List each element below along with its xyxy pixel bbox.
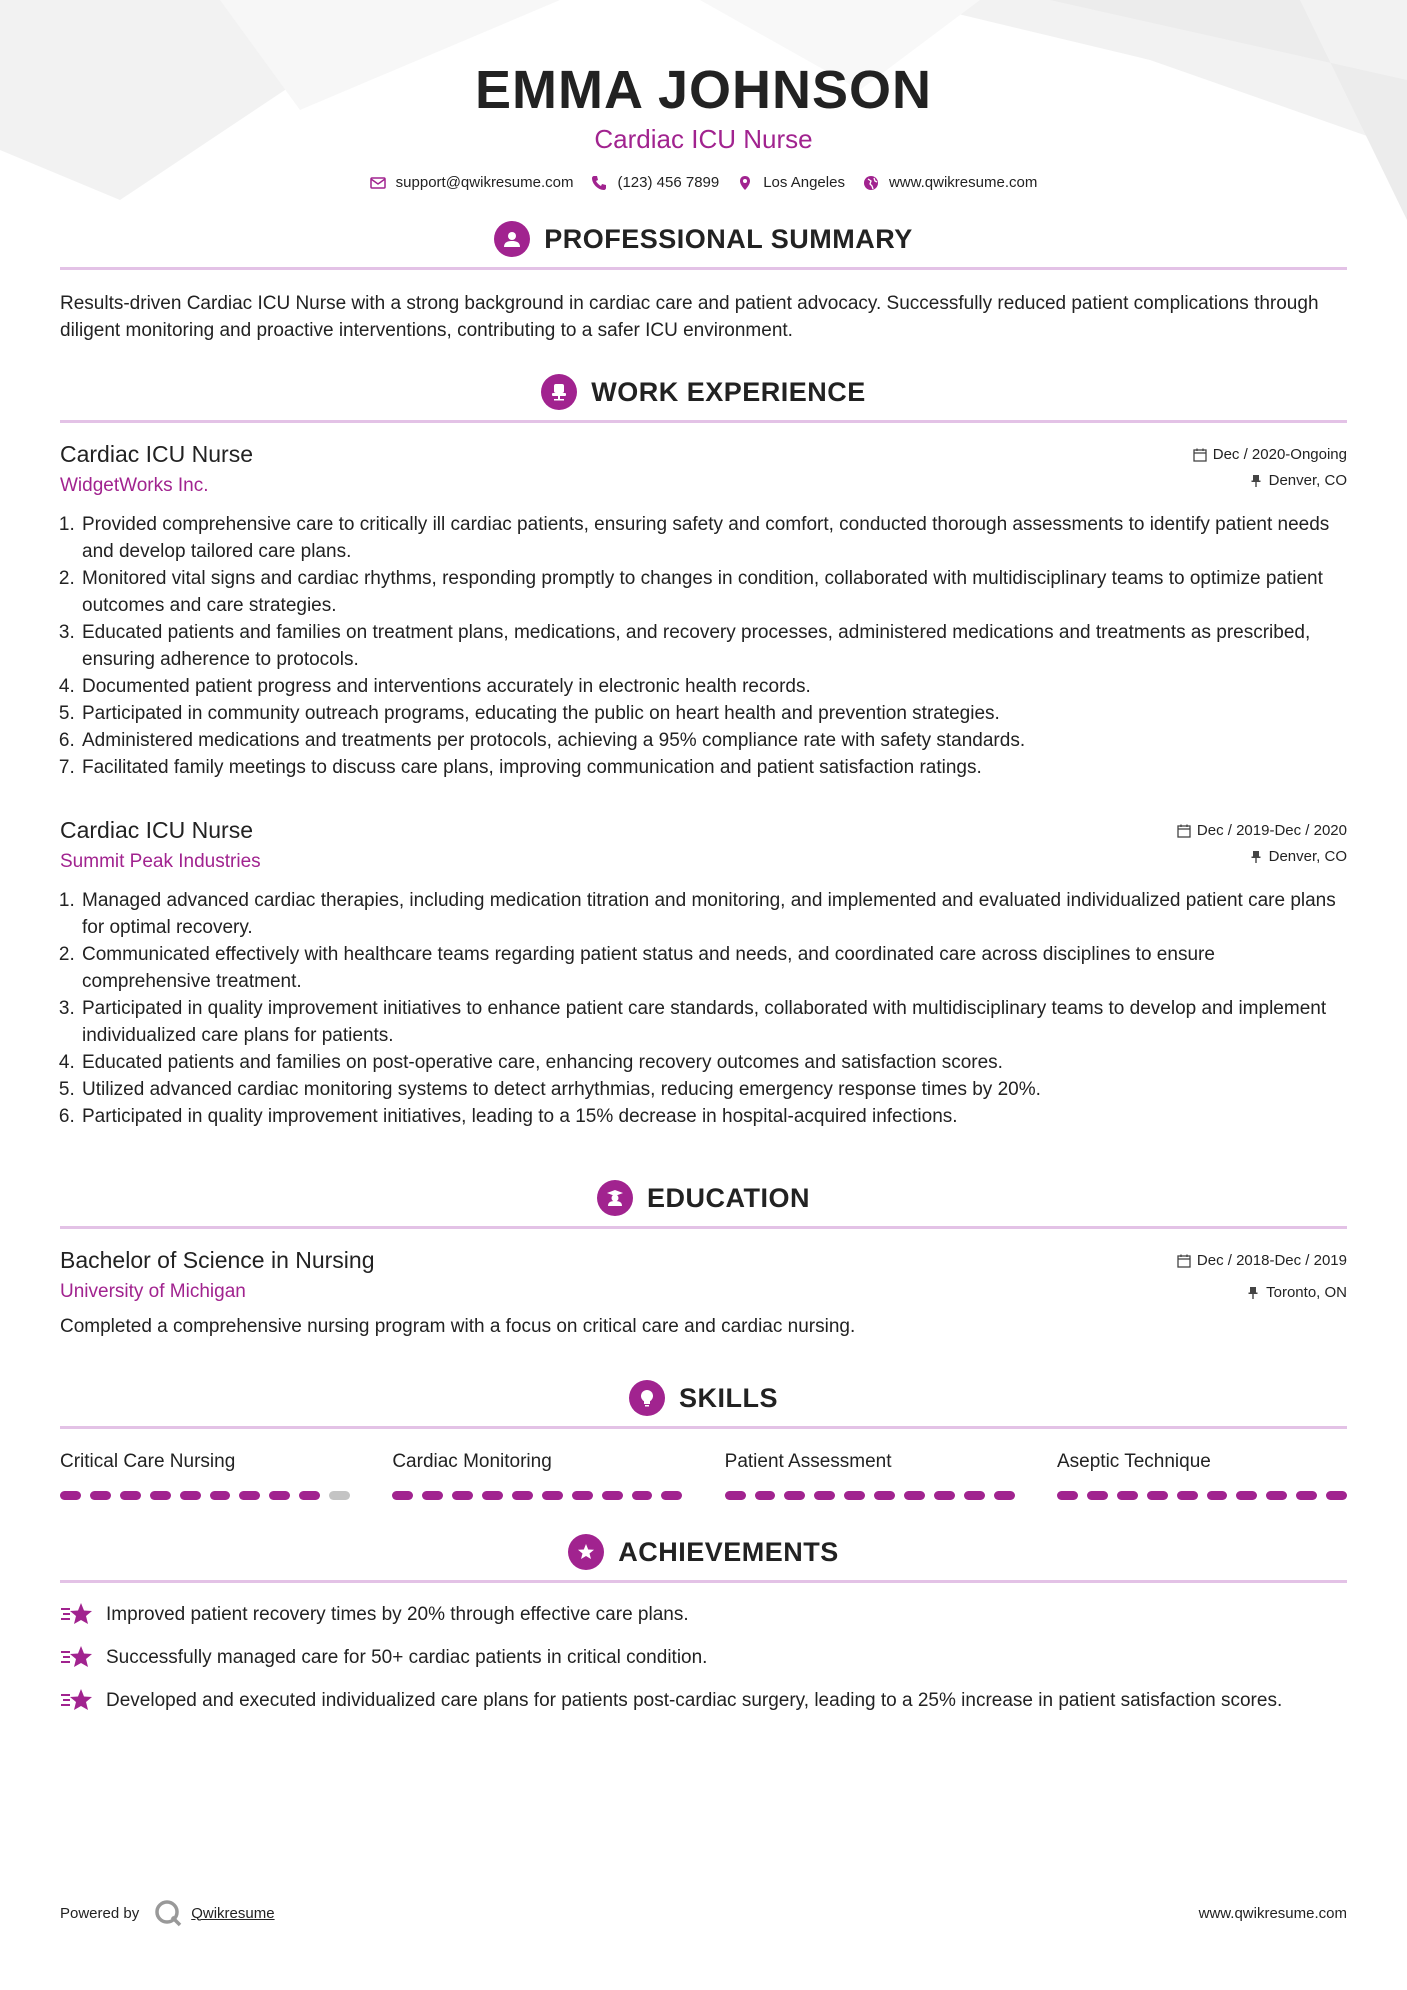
- list-item: 6. Participated in quality improvement initiatives, leading to a 15% decrease in hospital-acquired infections.: [80, 1103, 1347, 1130]
- summary-text: Results-driven Cardiac ICU Nurse with a strong background in cardiac care and patient advocacy. Successfully reduced patient complications through diligent monitoring and proactive interventions, contributing to a safer ICU environment.: [60, 293, 1319, 341]
- rating-dot-filled: [602, 1491, 623, 1500]
- calendar-icon: [1193, 448, 1207, 462]
- skill-item: [725, 1449, 1015, 1500]
- calendar-icon: [1177, 1254, 1191, 1268]
- section-title: SKILLS: [678, 1382, 778, 1413]
- rating-dot-filled: [814, 1491, 835, 1500]
- education-location: Toronto, ON: [1177, 1283, 1347, 1303]
- rating-dot-filled: [1177, 1491, 1198, 1500]
- job-entry: [60, 439, 1347, 781]
- education-date: Dec / 2018-Dec / 2019: [1177, 1251, 1347, 1271]
- skill-item: [392, 1449, 682, 1500]
- pushpin-icon: [1246, 1286, 1260, 1300]
- rating-dot-filled: [120, 1491, 141, 1500]
- rating-dot-filled: [60, 1491, 81, 1500]
- rating-dot-filled: [1147, 1491, 1168, 1500]
- list-item: 6. Administered medications and treatments per protocols, achieving a 95% compliance rate with safety standards.: [80, 727, 1347, 754]
- email-text: support@qwikresume.com: [395, 174, 574, 191]
- brand-name[interactable]: Qwikresume: [191, 1904, 275, 1922]
- contact-location: [737, 174, 845, 191]
- star-badge-icon: [568, 1534, 604, 1570]
- skill-item: [1057, 1449, 1347, 1500]
- job-company: WidgetWorks Inc.: [60, 475, 209, 496]
- rating-dot-filled: [632, 1491, 653, 1500]
- map-pin-icon: [737, 175, 753, 191]
- lightbulb-icon: [629, 1380, 665, 1416]
- rating-dot-filled: [934, 1491, 955, 1500]
- achievement-text: Improved patient recovery times by 20% through effective care plans.: [106, 1604, 689, 1625]
- job-entry: [60, 815, 1347, 1130]
- brand-link[interactable]: [153, 1898, 274, 1928]
- rating-dot-filled: [269, 1491, 290, 1500]
- summary-heading: [60, 221, 1347, 270]
- school-name: University of Michigan: [60, 1281, 246, 1302]
- rating-dot-filled: [1087, 1491, 1108, 1500]
- rating-dot-filled: [784, 1491, 805, 1500]
- rating-dot-filled: [90, 1491, 111, 1500]
- skills-heading: [60, 1380, 1347, 1429]
- graduate-icon: [597, 1180, 633, 1216]
- list-item: 2. Communicated effectively with healthcare teams regarding patient status and needs, and coordinated care across disciplines to ensure comprehensive treatment.: [80, 941, 1347, 995]
- candidate-title: Cardiac ICU Nurse: [594, 124, 813, 154]
- rating-dot-filled: [422, 1491, 443, 1500]
- achievement-text: Successfully managed care for 50+ cardiac patients in critical condition.: [106, 1647, 708, 1668]
- education-section: [60, 1180, 1347, 1340]
- job-bullets: [60, 887, 1347, 1130]
- rating-dot-filled: [239, 1491, 260, 1500]
- envelope-icon: [370, 175, 386, 191]
- rating-dot-filled: [150, 1491, 171, 1500]
- globe-icon: [863, 175, 879, 191]
- rating-dot-filled: [542, 1491, 563, 1500]
- job-location: Denver, CO: [1193, 471, 1347, 491]
- rating-dot-filled: [572, 1491, 593, 1500]
- rating-dot-filled: [210, 1491, 231, 1500]
- rating-dot-filled: [1326, 1491, 1347, 1500]
- rating-dot-filled: [452, 1491, 473, 1500]
- section-title: WORK EXPERIENCE: [591, 376, 866, 407]
- rating-dot-filled: [1236, 1491, 1257, 1500]
- rating-dot-filled: [1117, 1491, 1138, 1500]
- achievements-heading: [60, 1534, 1347, 1583]
- website-text: www.qwikresume.com: [888, 174, 1038, 191]
- job-title: Cardiac ICU Nurse: [60, 817, 253, 843]
- skill-rating: [392, 1491, 682, 1500]
- list-item: 3. Participated in quality improvement initiatives to enhance patient care standards, collaborated with multidisciplinary teams to develop and implement individualized care plans for patients.: [80, 995, 1347, 1049]
- contact-phone[interactable]: [591, 174, 719, 191]
- rating-dot-filled: [725, 1491, 746, 1500]
- job-company: Summit Peak Industries: [60, 851, 261, 872]
- contact-bar: [60, 174, 1347, 191]
- candidate-name: EMMA JOHNSON: [474, 60, 933, 120]
- list-item: 5. Participated in community outreach programs, educating the public on heart health and prevention strategies.: [80, 700, 1347, 727]
- list-item: 4. Educated patients and families on post-operative care, enhancing recovery outcomes and satisfaction scores.: [80, 1049, 1347, 1076]
- experience-section: [60, 374, 1347, 1130]
- education-heading: [60, 1180, 1347, 1229]
- job-date: Dec / 2020-Ongoing: [1193, 445, 1347, 465]
- achievement-item: [60, 1644, 1347, 1671]
- skill-item: [60, 1449, 350, 1500]
- powered-by: [60, 1898, 275, 1928]
- list-item: 7. Facilitated family meetings to discuss care plans, improving communication and patient satisfaction ratings.: [80, 754, 1347, 781]
- pushpin-icon: [1249, 474, 1263, 488]
- section-title: PROFESSIONAL SUMMARY: [544, 223, 913, 254]
- education-description: Completed a comprehensive nursing program with a focus on critical care and cardiac nursing.: [60, 1316, 856, 1337]
- rating-dot-filled: [755, 1491, 776, 1500]
- shooting-star-icon: [60, 1601, 94, 1627]
- job-location: Denver, CO: [1177, 847, 1347, 867]
- list-item: 5. Utilized advanced cardiac monitoring systems to detect arrhythmias, reducing emergency response times by 20%.: [80, 1076, 1347, 1103]
- pushpin-icon: [1249, 850, 1263, 864]
- rating-dot-filled: [661, 1491, 682, 1500]
- rating-dot-filled: [904, 1491, 925, 1500]
- rating-dot-filled: [874, 1491, 895, 1500]
- summary-section: [60, 221, 1347, 344]
- rating-dot-filled: [844, 1491, 865, 1500]
- list-item: 1. Managed advanced cardiac therapies, including medication titration and monitoring, and implemented and evaluated individualized patient care plans for optimal recovery.: [80, 887, 1347, 941]
- experience-heading: [60, 374, 1347, 423]
- skills-section: [60, 1380, 1347, 1500]
- rating-dot-filled: [1057, 1491, 1078, 1500]
- list-item: 4. Documented patient progress and interventions accurately in electronic health records.: [80, 673, 1347, 700]
- powered-by-label: Powered by: [60, 1904, 140, 1922]
- shooting-star-icon: [60, 1644, 94, 1670]
- user-icon: [494, 221, 530, 257]
- qwikresume-logo-icon: [153, 1898, 183, 1928]
- rating-dot-filled: [299, 1491, 320, 1500]
- skill-name: Cardiac Monitoring: [392, 1451, 552, 1472]
- contact-email[interactable]: [370, 174, 574, 191]
- skill-rating: [60, 1491, 350, 1500]
- rating-dot-filled: [512, 1491, 533, 1500]
- skill-name: Patient Assessment: [724, 1451, 892, 1472]
- phone-text: (123) 456 7899: [617, 174, 720, 191]
- rating-dot-filled: [392, 1491, 413, 1500]
- achievement-item: [60, 1601, 1347, 1628]
- education-entry: [60, 1245, 1347, 1340]
- rating-dot-filled: [482, 1491, 503, 1500]
- list-item: 3. Educated patients and families on treatment plans, medications, and recovery processes, administered medications and treatments as prescribed, ensuring adherence to protocols.: [80, 619, 1347, 673]
- section-title: ACHIEVEMENTS: [618, 1536, 839, 1567]
- list-item: 2. Monitored vital signs and cardiac rhythms, responding promptly to changes in condition, collaborated with multidisciplinary teams to optimize patient outcomes and care strategies.: [80, 565, 1347, 619]
- section-title: EDUCATION: [647, 1182, 810, 1213]
- rating-dot-filled: [964, 1491, 985, 1500]
- skill-name: Aseptic Technique: [1056, 1451, 1211, 1472]
- page-footer: [60, 1898, 1347, 1928]
- achievement-list: [60, 1601, 1347, 1714]
- rating-dot-filled: [1296, 1491, 1317, 1500]
- footer-website[interactable]: www.qwikresume.com: [1198, 1904, 1347, 1922]
- achievement-text: Developed and executed individualized care plans for patients post-cardiac surgery, leading to a 25% increase in patient satisfaction scores.: [106, 1690, 1283, 1711]
- calendar-icon: [1177, 824, 1191, 838]
- list-item: 1. Provided comprehensive care to critically ill cardiac patients, ensuring safety and comfort, conducted thorough assessments to identify patient needs and develop tailored care plans.: [80, 511, 1347, 565]
- resume-header: [60, 0, 1347, 191]
- contact-website[interactable]: [863, 174, 1037, 191]
- phone-icon: [591, 175, 607, 191]
- office-chair-icon: [541, 374, 577, 410]
- job-title: Cardiac ICU Nurse: [60, 441, 253, 467]
- rating-dot-filled: [1207, 1491, 1228, 1500]
- achievements-section: [60, 1534, 1347, 1714]
- skills-grid: [60, 1449, 1347, 1500]
- rating-dot-filled: [180, 1491, 201, 1500]
- shooting-star-icon: [60, 1687, 94, 1713]
- rating-dot-empty: [329, 1491, 350, 1500]
- location-text: Los Angeles: [763, 174, 845, 191]
- degree-title: Bachelor of Science in Nursing: [60, 1247, 375, 1273]
- achievement-item: [60, 1687, 1347, 1714]
- rating-dot-filled: [1266, 1491, 1287, 1500]
- rating-dot-filled: [994, 1491, 1015, 1500]
- skill-name: Critical Care Nursing: [60, 1451, 236, 1472]
- skill-rating: [1057, 1491, 1347, 1500]
- job-bullets: [60, 511, 1347, 781]
- skill-rating: [725, 1491, 1015, 1500]
- job-date: Dec / 2019-Dec / 2020: [1177, 821, 1347, 841]
